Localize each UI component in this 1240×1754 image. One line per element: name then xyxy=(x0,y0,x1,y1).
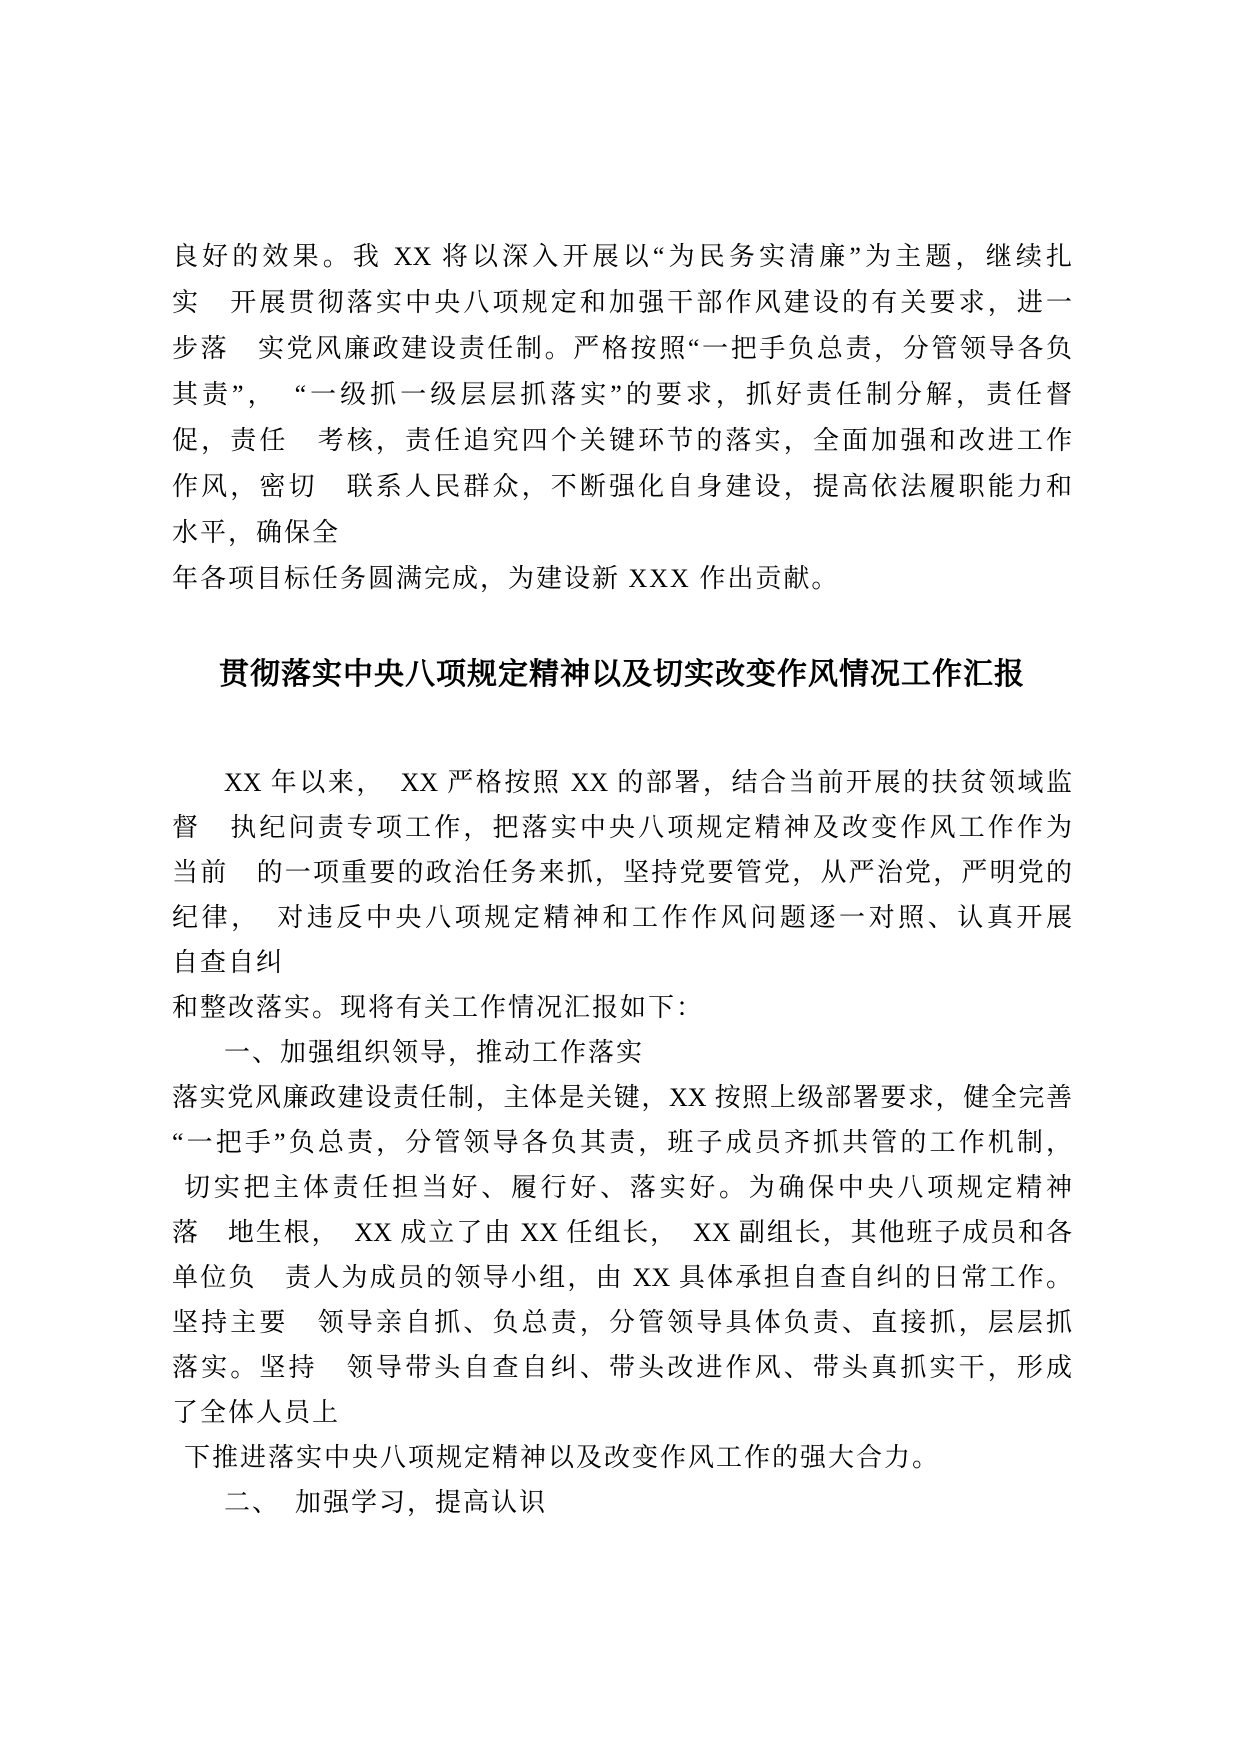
text-line: 下推进落实中央八项规定精神以及改变作风工作的强大合力。 xyxy=(184,1443,941,1472)
paragraph-continuation xyxy=(172,234,1072,602)
text-line: 坚持主要 领导亲自抓、负总责，分管领导具体负责、直接抓，层层抓 xyxy=(172,1308,1072,1337)
text-line: 切实把主体责任担当好、履行好、落实好。为确保中央八项规定精神 xyxy=(184,1173,1072,1202)
text-line: 实 开展贯彻落实中央八项规定和加强干部作风建设的有关要求，进一 xyxy=(172,288,1072,317)
text-line: 其责”， “一级抓一级层层抓落实”的要求，抓好责任制分解，责任督 xyxy=(172,380,1072,409)
text-line: “一把手”负总责，分管领导各负其责，班子成员齐抓共管的工作机制， xyxy=(172,1128,1072,1157)
text-line: 纪律， 对违反中央八项规定精神和工作作风问题逐一对照、认真开展 xyxy=(172,903,1072,932)
text-line: 一、加强组织领导，推动工作落实 xyxy=(224,1038,645,1067)
text-line: 落 地生根， XX 成立了由 XX 任组长， XX 副组长，其他班子成员和各 xyxy=(172,1218,1072,1247)
text-line: 促，责任 考核，责任追究四个关键环节的落实，全面加强和改进工作 xyxy=(172,426,1072,455)
text-line: XX 年以来， XX 严格按照 XX 的部署，结合当前开展的扶贫领域监 xyxy=(224,768,1072,797)
text-line: 二、 加强学习，提高认识 xyxy=(224,1488,548,1517)
text-line: 当前 的一项重要的政治任务来抓，坚持党要管党，从严治党，严明党的 xyxy=(172,858,1072,887)
text-line: 单位负 责人为成员的领导小组，由 XX 具体承担自查自纠的日常工作。 xyxy=(172,1263,1072,1292)
text-line: 自查自纠 xyxy=(172,948,285,977)
report-title: 贯彻落实中央八项规定精神以及切实改变作风情况工作汇报 xyxy=(219,658,1025,691)
text-line: 了全体人员上 xyxy=(172,1398,341,1427)
text-line: 水平，确保全 xyxy=(172,518,341,547)
text-line: 落实。坚持 领导带头自查自纠、带头改进作风、带头真抓实干，形成 xyxy=(172,1353,1072,1382)
text-line: 作风，密切 联系人民群众，不断强化自身建设，提高依法履职能力和 xyxy=(172,472,1072,501)
text-line: 督 执纪问责专项工作，把落实中央八项规定精神及改变作风工作作为 xyxy=(172,813,1072,842)
text-line: 落实党风廉政建设责任制，主体是关键，XX 按照上级部署要求，健全完善 xyxy=(172,1083,1072,1112)
text-line: 和整改落实。现将有关工作情况汇报如下： xyxy=(172,993,705,1022)
text-line: 年各项目标任务圆满完成，为建设新 XXX 作出贡献。 xyxy=(172,564,840,593)
report-body xyxy=(172,760,1072,1525)
text-line: 步落 实党风廉政建设责任制。严格按照“一把手负总责，分管领导各负 xyxy=(172,334,1072,363)
text-line: 良好的效果。我 XX 将以深入开展以“为民务实清廉”为主题，继续扎 xyxy=(172,242,1072,271)
